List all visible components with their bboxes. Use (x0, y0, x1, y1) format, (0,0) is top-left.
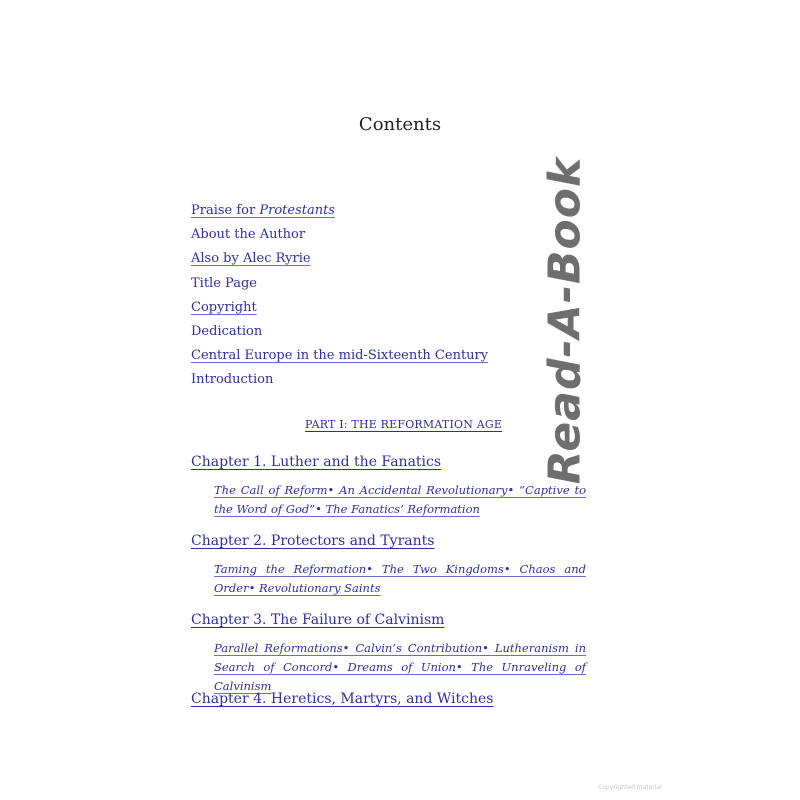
toc-item-map[interactable] (191, 345, 488, 369)
chapter-1-sections[interactable]: The Call of Reform• An Accidental Revolutionary• “Captive to the Word of God”• The Fanatics’ Reformation (214, 483, 586, 516)
toc-item-praise[interactable] (191, 200, 488, 224)
watermark-text: Read-A-Book (539, 156, 591, 484)
toc-item-copyright[interactable] (191, 297, 488, 321)
chapter-3-link[interactable]: Chapter 3. The Failure of Calvinism (191, 612, 445, 628)
toc-item-also-by[interactable] (191, 248, 488, 272)
chapter-2-sections[interactable]: Taming the Reformation• The Two Kingdoms• Chaos and Order• Revolutionary Saints (214, 562, 586, 595)
toc-link-copyright[interactable]: Copyright (191, 299, 257, 315)
toc-link-praise[interactable]: Praise for Protestants (191, 203, 335, 218)
chapter-2-link[interactable]: Chapter 2. Protectors and Tyrants (191, 533, 435, 549)
chapter-4-link[interactable]: Chapter 4. Heretics, Martyrs, and Witches (191, 691, 494, 707)
copyright-note: Copyrighted material (598, 784, 662, 791)
toc-item-introduction[interactable]: Introduction (191, 372, 274, 388)
chapter-1-link[interactable]: Chapter 1. Luther and the Fanatics (191, 454, 442, 470)
toc-item-title-page[interactable]: Title Page (191, 275, 257, 291)
toc-item-dedication[interactable]: Dedication (191, 323, 263, 339)
toc-link-also-by[interactable]: Also by Alec Ryrie (191, 251, 311, 267)
toc-item-about-author[interactable]: About the Author (191, 227, 306, 243)
toc-link-map[interactable]: Central Europe in the mid-Sixteenth Century (191, 348, 489, 364)
watermark (510, 156, 620, 484)
front-matter-list (191, 200, 488, 394)
part-heading-link[interactable]: PART I: THE REFORMATION AGE (305, 418, 503, 431)
page-title: Contents (358, 114, 442, 135)
chapter-3-sections[interactable]: Parallel Reformations• Calvin’s Contribution• Lutheranism in Search of Concord• Dreams of Union• The Unraveling of Calvinism (214, 641, 586, 693)
